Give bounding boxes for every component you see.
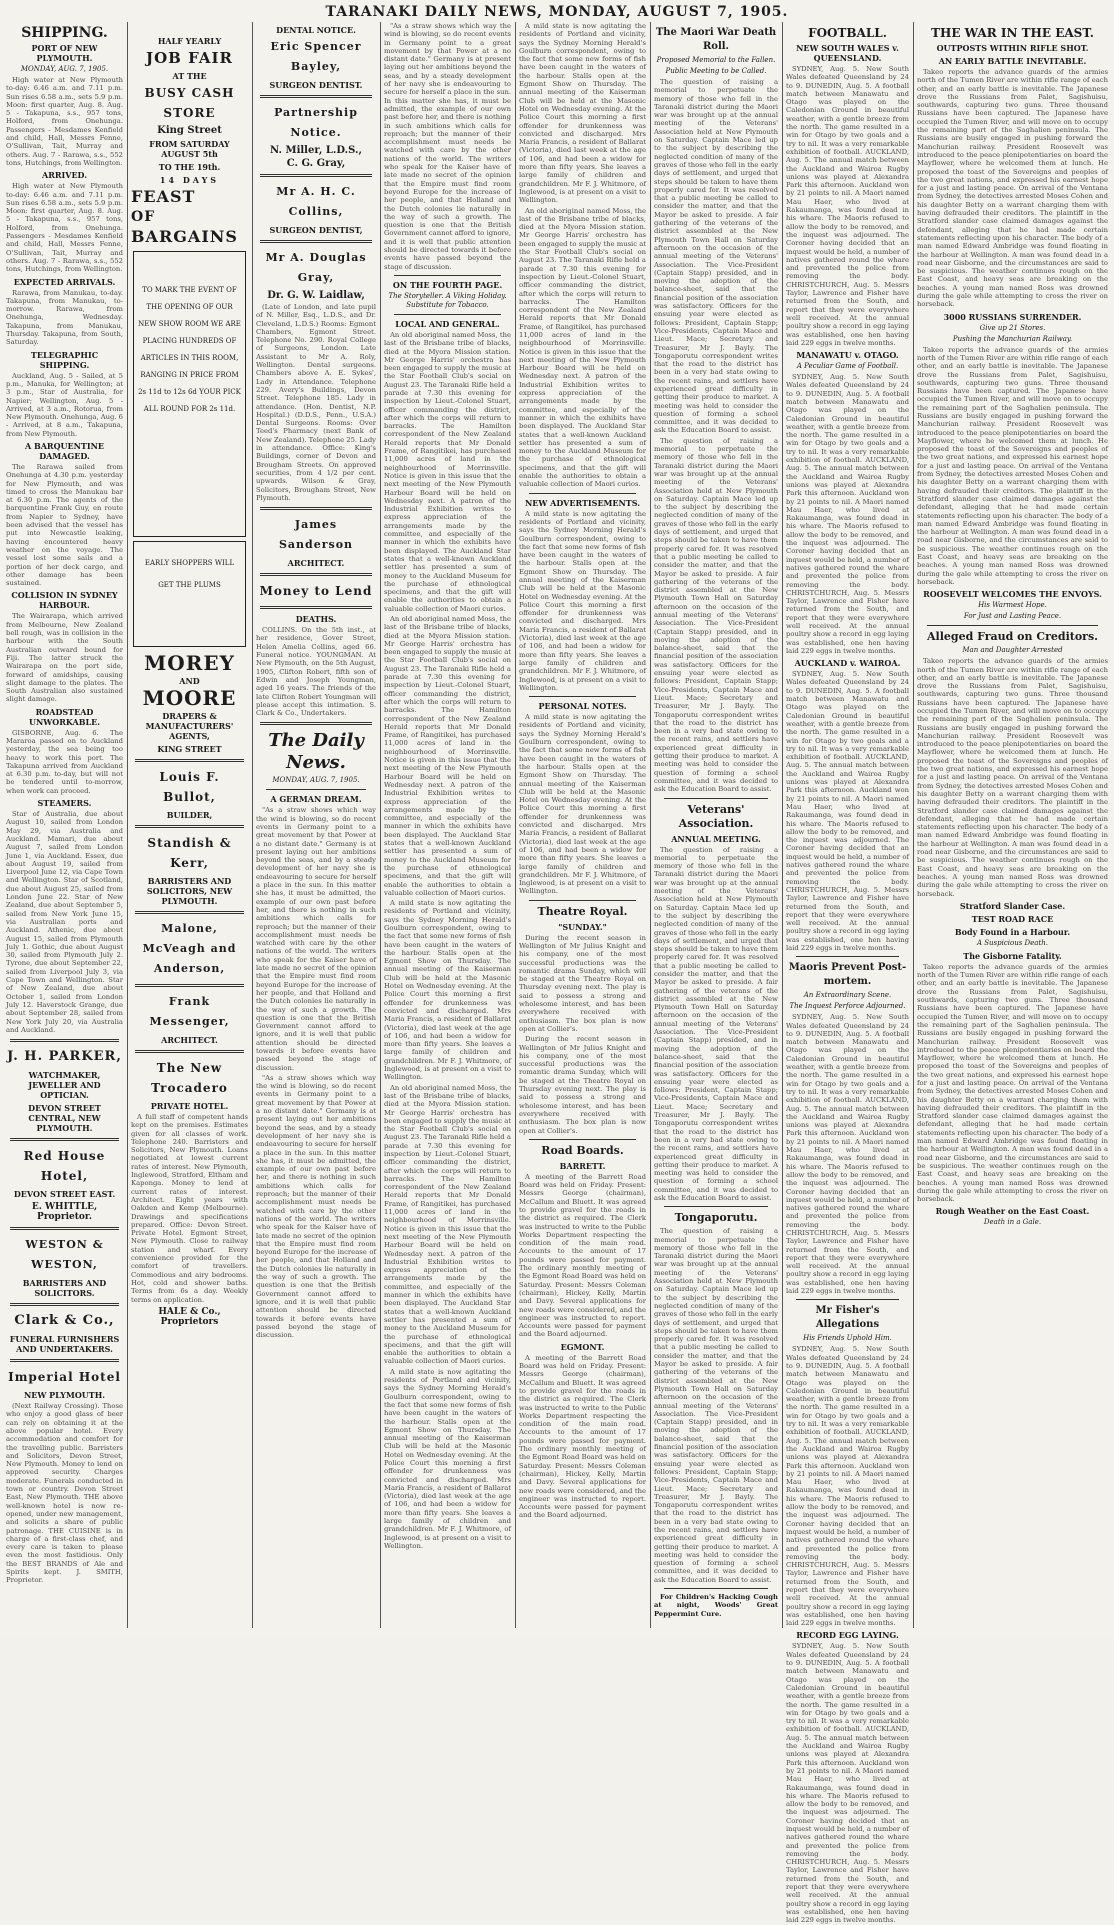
col5-text-cont: An old aboriginal named Moss, the last of the Brisbane tribe of blacks, died at the Myora Mission station. Mr George Harris' orchestra has been engaged to supply the music at the Star Football Club's social on August 23. The Taranaki Rifle held a parade at 7.30 this evening for inspection by Lieut.-Colonel Stuart, officer commanding the district, after which the corps will return to barracks. The Hamilton correspondent of the New Zealand Herald reports that Mr Donald Frame, of Rangitikei, has purchased 11,000 acres of land in the neighbourhood of Morrinsville. Notice is given in this issue that the next meeting of the New Plymouth Harbour Board will be held on Wednesday next. A patron of the Industrial Exhibition writes to express appreciation of the arrangements made by the committee, and especially of the manner in which the exhibits have been displayed. The Auckland Star states that a well-known Auckland settler has presented a sum of money to the Auckland Museum for the purchase of ethnological specimens, and that the gift will enable the authorities to obtain a valuable collection of Maori curios.: [519, 206, 646, 489]
tongaporutu-heading: Tongaporutu.: [674, 1211, 758, 1225]
postmortem-text: SYDNEY, Aug. 5. New South Wales defeated Queensland by 24 to 9. DUNEDIN, Aug. 5. A football match between Manawatu and Otago was played on the Caledonian Ground in beautiful weather, with a gentle breeze from the north. The game resulted in a win for Otago by two goals and a try to nil. It was a very remarkable exhibition of football. AUCKLAND, Aug. 5. The annual match between the Auckland and Wairoa Rugby unions was played at Alexandra Park this afternoon. Auckland won by 21 points to nil. A Maori named Mau Haer, who lived at Rakaumanga, was found dead in his whare. The Maoris refused to allow the body to be removed, and the inquest was adjourned. The Coroner having decided that an inquest would be held, a number of natives gathered round the whare and prevented the police from removing the body. CHRISTCHURCH, Aug. 5. Messrs Taylor, Lawrence and Fisher have returned from the South, and report that they were everywhere well received. At the annual poultry show a record in egg laying was established, one hen having laid 229 eggs in twelve months.: [786, 1013, 909, 1296]
divider: [266, 789, 366, 790]
gisborne-heading: The Gisborne Fatality.: [963, 950, 1062, 961]
bayley-sub: SURGEON DENTIST.: [269, 80, 363, 90]
veterans-sub: ANNUAL MEETING.: [671, 833, 761, 844]
column-rule: [782, 22, 783, 1628]
egmont-text: A meeting of the Barrett Road Board was held on Friday. Present: Messrs George (chairman), McCallum and Bluett. It was agreed to provide gravel for the roads in the district as required. The Clerk was instructed to write to the Public Works Department respecting the condition of the main road. Accounts to the amount of 17 pounds were passed for payment. The ordinary monthly meeting of the Egmont Road Board was held on Saturday. Present: Messrs Coleman (chairman), Hickey, Kelly, Martin and Davy. Several applications for new roads were considered, and the engineer was instructed to report. Accounts were passed for payment and the Board adjourned.: [519, 1353, 646, 1520]
divider: [135, 984, 244, 987]
divider: [260, 573, 372, 576]
column-rule: [380, 22, 381, 1628]
halfyearly-label: HALF YEARLY: [157, 36, 222, 46]
parker-ad-title: J. H. PARKER,: [7, 1049, 122, 1065]
roosevelt-heading: ROOSEVELT WELCOMES THE ENVOYS.: [923, 589, 1102, 600]
bayley-title: Eric Spencer Bayley,: [270, 40, 362, 73]
fourth-page-items: The Storyteller. A Viking Holiday. Substitute for Tobacco.: [388, 291, 507, 309]
divider: [529, 696, 636, 697]
sunday-heading: "SUNDAY.": [558, 921, 607, 932]
collision-text: The Wairarapa, which arrived from Melbourne, New Zealand bell rough, was in collision in the harbour with the South Australian outward bound for Fiji. The latter struck the Wairarapa on the port side, forward of amidships, causing slight damage to the plates. The South Australian also sustained slight damage.: [6, 612, 123, 704]
testroad-heading: TEST ROAD RACE: [971, 913, 1054, 924]
show-room-box: TO MARK THE EVENT OF THE OPENING OF OUR NEW SHOW ROOM WE ARE PLACING HUNDREDS OF ARTICLES IN THIS ROOM, RANGING IN PRICE FROM 2s 11d to 12s 6d YOUR PICK ALL ROUND FOR 2s 11d.: [133, 251, 246, 537]
telegraphic-heading: TELEGRAPHIC SHIPPING.: [30, 349, 99, 370]
messenger-title: Frank Messenger,: [149, 995, 230, 1028]
postmortem-sub: An Extraordinary Scene.: [803, 991, 892, 1000]
divider: [260, 240, 372, 243]
redhouse-ad-title: Red House Hotel,: [23, 1149, 106, 1184]
col5-text: A mild state is now agitating the residents of Portland and vicinity, says the Sydney Morning Herald's Goulburn correspondent, owing to the fact that some new forms of fish have been caught in the waters of the harbour. Stalls open at the Egmont Show on Thursday. The annual meeting of the Kaiserman Club will be held at the Masonic Hotel on Wednesday evening. At the Police Court this morning a first offender for drunkenness was convicted and discharged. Mrs Maria Francis, a resident of Ballarat (Victoria), died last week at the age of 106, and had been a widow for more than fifty years. She leaves a large family of children and grandchildren. Mr F. J. Whitmore, of Inglewood, is at present on a visit to Wellington.: [519, 22, 646, 205]
telegraphic-text: Auckland, Aug. 5 - Sailed, at 5 p.m., Manuka, for Wellington; at 3 p.m., Star of Australia, for Napier; Wellington, Aug. 5 - Arrived, at 3 a.m., Rotorua, from New Plymouth. Onehunga, Aug. 6 - Arrived, at 8 a.m., Takapuna, from New Plymouth.: [6, 371, 123, 438]
fisher-heading: Mr Fisher's Allegations: [815, 1305, 880, 1331]
suspicious-heading: A Suspicious Death.: [976, 938, 1049, 947]
col2-ads-text: A full staff of competent hands kept on the premises. Estimates given for all classes of work. Telephone 240. Barristers and Solicitors, New Plymouth. Loans negotiated at lowest current rates of interest. New Plymouth, Inglewood, Stratford, Eltham and Kaponga. Money to lend at current rates of interest. Architect. Eight years with Oakden and Kemp (Melbourne). Drawings and specifications prepared. Office: Devon Street. Private Hotel. Egmont Street, New Plymouth. Close to railway station and wharf. Every convenience provided for the comfort of travellers. Commodious and airy bedrooms. Hot, cold and shower baths. Terms from 6s a day. Weekly terms on application.: [131, 1113, 248, 1304]
column-rule: [252, 22, 253, 1628]
column-shipping: [6, 22, 123, 1628]
column-rule: [913, 22, 914, 1628]
stratford-heading: Stratford Slander Case.: [959, 900, 1066, 911]
personal-notes-text: A mild state is now agitating the residents of Portland and vicinity, says the Sydney Morning Herald's Goulburn correspondent, owing to the fact that some new forms of fish have been caught in the waters of the harbour. Stalls open at the Egmont Show on Thursday. The annual meeting of the Kaiserman Club will be held at the Masonic Hotel on Wednesday evening. At the Police Court this morning a first offender for drunkenness was convicted and discharged. Mrs Maria Francis, a resident of Ballarat (Victoria), died last week at the age of 106, and had been a widow for more than fifty years. She leaves a large family of children and grandchildren. Mr F. J. Whitmore, of Inglewood, is at present on a visit to Wellington.: [519, 713, 646, 896]
mm-sub: DRAPERS & MANUFACTURERS' AGENTS,: [145, 711, 234, 741]
surrender-heading: 3000 RUSSIANS SURRENDER.: [943, 311, 1082, 322]
king-street: King Street: [157, 125, 222, 136]
column-war: [917, 22, 1108, 1628]
fraud-sub: Man and Daughter Arrested: [962, 646, 1063, 655]
outposts-heading: OUTPOSTS WITHIN RIFLE SHOT.: [936, 43, 1089, 53]
peculiar-game-heading: A Peculiar Game of Football.: [796, 362, 899, 371]
shipping-text: High water at New Plymouth to-day: 6.46 a.m. and 7.11 p.m. Sun rises 6.58 a.m., sets 5.9 p.m. Moon: first quarter, Aug. 8. Aug. 5 - Takapuna, s.s., 957 tons, Holford, from Onehunga. Passengers - Mesdames Kenfield and child, Hall, Messrs Fenne, O'Sullivan, Tait, Murray and others. Aug. 7 - Rarawa, s.s., 552 tons, Hutchings, from Wellington.: [6, 76, 123, 167]
standish-sub: BARRISTERS AND SOLICITORS, NEW PLYMOUTH.: [146, 876, 233, 906]
divider: [394, 314, 501, 315]
divider: [135, 1050, 244, 1053]
divider: [135, 759, 244, 762]
war-text-cont: Takeo reports the advance guards of the armies north of the Tumen River are within rifle range of each other, and an early battle is inevitable. The Japanese drove the Russians from Palet, Sagishuisu, southwards, capturing two guns. Three thousand Russians have been captured. The Japanese have occupied the Tumen River, and will move on to occupy the remaining part of the Saghalien peninsula. The Russians are busily engaged in pushing forward the Manchurian railway. President Roosevelt was introduced to the peace plenipotentiaries on board the Mayflower, where he welcomed them at lunch. He proposed the toast of the Sovereigns and peoples of the two great nations, and expressed his earnest hope for a just and lasting peace. On arrival of the Ventana from Sydney, the detectives arrested Moses Cohen and his daughter Betty on a warrant charging them with having defrauded their creditors. The plaintiff in the Stratford slander case claimed damages against the defendant, alleging that he had made certain statements reflecting upon his character. The body of a man named Edward Ambridge was found floating in the harbour at Wellington. A man was found dead in a road near Gisborne, and the circumstances are said to be suspicious. The weather continues rough on the East Coast, and heavy seas are breaking on the beaches. A young man named Ross was drowned during the gale while attempting to cross the river on horseback.: [917, 345, 1108, 586]
and-label: AND: [179, 676, 200, 686]
miller-name: N. Miller, L.D.S.,: [270, 145, 362, 156]
death-gale-heading: Death in a Gale.: [983, 1218, 1042, 1227]
divider: [529, 900, 636, 901]
hale-proprietors: HALE & Co., Proprietors: [158, 1306, 221, 1327]
barrett-heading: BARRETT.: [559, 1160, 606, 1171]
local-text-cont: An old aboriginal named Moss, the last of the Brisbane tribe of blacks, died at the Myora Mission station. Mr George Harris' orchestra has been engaged to supply the music at the Star Football Club's social on August 23. The Taranaki Rifle held a parade at 7.30 this evening for inspection by Lieut.-Colonel Stuart, officer commanding the district, after which the corps will return to barracks. The Hamilton correspondent of the New Zealand Herald reports that Mr Donald Frame, of Rangitikei, has purchased 11,000 acres of land in the neighbourhood of Morrinsville. Notice is given in this issue that the next meeting of the New Plymouth Harbour Board will be held on Wednesday next. A patron of the Industrial Exhibition writes to express appreciation of the arrangements made by the committee, and especially of the manner in which the exhibits have been displayed. The Auckland Star states that a well-known Auckland settler has presented a sum of money to the Auckland Museum for the purchase of ethnological specimens, and that the gift will enable the authorities to obtain a valuable collection of Maori curios.: [384, 1083, 511, 1366]
postmortem-heading: Maoris Prevent Post-mortem.: [788, 962, 907, 988]
of-label: OF: [131, 209, 156, 225]
port-heading: PORT OF NEW PLYMOUTH.: [31, 43, 98, 63]
german-dream-text-cont: "As a straw shows which way the wind is blowing, so do recent events in Germany point to a great movement by that Power at a no distant date." Germany is at present laying out her ambitions beyond the seas, and by a steady development of her navy she is endeavouring to secure for herself a place in the sun. In this matter she has, it must be admitted, the example of our own past before her, and there is nothing in such ambitions which calls for reproach; but the manner of their accomplishment must needs be watched with care by the other nations of the world. The writers who speak for the Kaiser have of late made no secret of the opinion that the Empire must find room beyond Europe for the increase of her people, and that Holland and the Dutch colonies lie naturally in the way of such a growth. The question is one that the British Government cannot afford to ignore, and it is well that public attention should be directed towards it before events have passed beyond the stage of discussion.: [256, 1073, 376, 1340]
record-egg-text: SYDNEY, Aug. 5. New South Wales defeated Queensland by 24 to 9. DUNEDIN, Aug. 5. A football match between Manawatu and Otago was played on the Caledonian Ground in beautiful weather, with a gentle breeze from the north. The game resulted in a win for Otago by two goals and a try to nil. It was a very remarkable exhibition of football. AUCKLAND, Aug. 5. The annual match between the Auckland and Wairoa Rugby unions was played at Alexandra Park this afternoon. Auckland won by 21 points to nil. A Maori named Mau Haer, who lived at Rakaumanga, was found dead in his whare. The Maoris refused to allow the body to be removed, and the inquest was adjourned. The Coroner having decided that an inquest would be held, a number of natives gathered round the whare and prevented the police from removing the body. CHRISTCHURCH, Aug. 5. Messrs Taylor, Lawrence and Fisher have returned from the South, and report that they were everywhere well received. At the annual poultry show a record in egg laying was established, one hen having laid 229 eggs in twelve months.: [786, 1642, 909, 1925]
nsw-heading: NEW SOUTH WALES v. QUEENSLAND.: [796, 43, 899, 63]
bargains-label: BARGAINS: [131, 227, 238, 246]
divider: [796, 1299, 899, 1300]
maori-war-text: The question of raising a memorial to perpetuate the memory of those who fell in the Taranaki district during the Maori war was brought up at the annual meeting of the Veterans' Association held at New Plymouth on Saturday. Captain Mace led up to the subject by describing the neglected condition of many of the graves of those who fell in the early days of settlement, and urged that steps should be taken to have them properly cared for. It was resolved that a public meeting be called to consider the matter, and that the Mayor be asked to preside. A fair gathering of the veterans of the district assembled at the New Plymouth Town Hall on Saturday afternoon on the occasion of the annual meeting of the Veterans' Association. The Vice-President (Captain Stapp) presided, and in moving the adoption of the balance-sheet, said that the financial position of the association was satisfactory. Officers for the ensuing year were elected as follows: President, Captain Stapp; Vice-Presidents, Captain Mace and Lieut. Mace; Secretary and Treasurer, Mr J. Bayly. The Tongaporutu correspondent writes that the road to the district has been in a very bad state owing to the recent rains, and settlers have experienced great difficulty in getting their produce to market. A meeting was held to consider the question of forming a school committee, and it was decided to ask the Education Board to assist.: [654, 78, 778, 435]
expected-text: Rarawa, from Manukau, to-day. Takapuna, from Manukau, to-morrow. Rarawa, from Onehunga, Wednesday. Takapuna, from Manukau, Thursday. Takapuna, from South, Saturday.: [6, 288, 123, 347]
german-dream-text: "As a straw shows which way the wind is blowing, so do recent events in Germany point to a great movement by that Power at a no distant date." Germany is at present laying out her ambitions beyond the seas, and by a steady development of her navy she is endeavouring to secure for herself a place in the sun. In this matter she has, it must be admitted, the example of our own past before her, and there is nothing in such ambitions which calls for reproach; but the manner of their accomplishment must needs be watched with care by the other nations of the world. The writers who speak for the Kaiser have of late made no secret of the opinion that the Empire must find room beyond Europe for the increase of her people, and that Holland and the Dutch colonies lie naturally in the way of such a growth. The question is one that the British Government cannot afford to ignore, and it is well that public attention should be directed towards it before events have passed beyond the stage of discussion.: [256, 806, 376, 1072]
arrived-text: High water at New Plymouth to-day: 6.46 a.m. and 7.11 p.m. Sun rises 6.58 a.m., sets 5.9 p.m. Moon: first quarter, Aug. 8. Aug. 5 - Takapuna, s.s., 957 tons, Holford, from Onehunga. Passengers - Mesdames Kenfield and child, Hall, Messrs Fenne, O'Sullivan, Tait, Murray and others. Aug. 7 - Rarawa, s.s., 552 tons, Hutchings, from Wellington.: [6, 182, 123, 274]
daily-news-date: MONDAY, AUG. 7, 1905.: [272, 776, 360, 785]
war-heading: THE WAR IN THE EAST.: [931, 26, 1094, 40]
column-maori-war: [654, 22, 778, 1628]
column-football: [786, 22, 909, 1925]
trocadero-sub: PRIVATE HOTEL.: [150, 1101, 229, 1111]
column-rule: [515, 22, 516, 1628]
mm-address: KING STREET: [157, 744, 222, 754]
deaths-heading: DEATHS.: [295, 614, 337, 625]
column-jobfair: [131, 22, 248, 1628]
divider: [10, 1039, 119, 1042]
imperial-ad-sub: NEW PLYMOUTH.: [23, 1390, 106, 1401]
maori-war-heading: The Maori War Death Roll.: [655, 27, 777, 52]
sanderson-sub: ARCHITECT.: [287, 558, 345, 569]
local-general-heading: LOCAL AND GENERAL.: [395, 318, 500, 329]
roadstead-text: GISBORNE, Aug. 6. The Mararoa passed on to Auckland yesterday, the sea being too heavy to work this port. The Takapuna arrived from Auckland at 6.30 p.m. to-day, but will not be tendered until to-morrow, when work can proceed.: [6, 728, 123, 795]
divider: [135, 825, 244, 828]
shipping-heading: SHIPPING.: [21, 25, 108, 41]
at-the: AT THE: [172, 71, 207, 81]
sanderson-title: James Sanderson: [278, 518, 354, 552]
fisher-sub: His Friends Uphold Him.: [803, 1334, 892, 1343]
fourth-page-heading: ON THE FOURTH PAGE.: [392, 279, 503, 290]
gisborne-text: Takeo reports the advance guards of the armies north of the Tumen River are within rifle range of each other, and an early battle is inevitable. The Japanese drove the Russians from Palet, Sagishuisu, southwards, capturing two guns. Three thousand Russians have been captured. The Japanese have occupied the Tumen River, and will move on to occupy the remaining part of the Saghalien peninsula. The Russians are busily engaged in pushing forward the Manchurian railway. President Roosevelt was introduced to the peace plenipotentiaries on board the Mayflower, where he welcomed them at lunch. He proposed the toast of the Sovereigns and peoples of the two great nations, and expressed his earnest hope for a just and lasting peace. On arrival of the Ventana from Sydney, the detectives arrested Moses Cohen and his daughter Betty on a warrant charging them with having defrauded their creditors. The plaintiff in the Stratford slander case claimed damages against the defendant, alleging that he had made certain statements reflecting upon his character. The body of a man named Edward Ambridge was found floating in the harbour at Wellington. A man was found dead in a road near Gisborne, and the circumstances are said to be suspicious. The weather continues rough on the East Coast, and heavy seas are breaking on the beaches. A young man named Ross was drowned during the gale while attempting to cross the river on horseback.: [917, 962, 1108, 1204]
dental-text: (Late of London, and late pupil of N. Miller, Esq., L.D.S., and Dr. Cleveland, L.D.S.) Rooms: Egmont Chambers, Egmont Street. Telephone No. 290. Royal College of Surgeons, London. Late Assistant to Mr A. Roly, Wellington. Dental surgeons. Chambers above A. E. Sykes', Lady in Attendance. Telephone 229. Avery's Buildings, Devon Street. Telephone 185. Lady in attendance. (Hon. Dentist, N.P. Hospital.) (D.D.S., Penn., U.S.A.) Dental Surgeons. Rooms: Over Teed's Pharmacy (next Bank of New Zealand). Telephone 25. Lady in attendance. Office: King's Buildings, corner of Devon and Brougham Streets. On approved securities, from 4 1/2 per cent. upwards. Wilson & Gray, Solicitors, Brougham Street, New Plymouth.: [256, 303, 377, 502]
warmest-heading: His Warmest Hope.: [978, 601, 1047, 610]
auckland-heading: AUCKLAND v. WAIROA.: [794, 658, 901, 669]
divider: [10, 1303, 119, 1306]
bullot-title: Louis F. Bullot,: [159, 770, 220, 804]
ads-text: (Next Railway Crossing). Those who enjoy a good glass of beer can rely on obtaining it at the above popular hotel. Every accommodation and comfort for the travelling public. Barristers and Solicitors, Devon Street, New Plymouth. Money to lend on approved security. Charges moderate. Funerals conducted in town or country. Devon Street East, New Plymouth. THE above well-known hotel is now re-opened, under new management, and solicits a share of public patronage. THE CUISINE is in charge of a first-class chef, and every care is taken to please even the most fastidious. Only the BEST BRANDS of Ale and Spirits kept. J. SMITH, Proprietor.: [6, 1402, 123, 1585]
collins-sub: SURGEON DENTIST,: [269, 225, 363, 235]
manawatu-text: SYDNEY, Aug. 5. New South Wales defeated Queensland by 24 to 9. DUNEDIN, Aug. 5. A football match between Manawatu and Otago was played on the Caledonian Ground in beautiful weather, with a gentle breeze from the north. The game resulted in a win for Otago by two goals and a try to nil. It was a very remarkable exhibition of football. AUCKLAND, Aug. 5. The annual match between the Auckland and Wairoa Rugby unions was played at Alexandra Park this afternoon. Auckland won by 21 points to nil. A Maori named Mau Haer, who lived at Rakaumanga, was found dead in his whare. The Maoris refused to allow the body to be removed, and the inquest was adjourned. The Coroner having decided that an inquest would be held, a number of natives gathered round the whare and prevented the police from removing the body. CHRISTCHURCH, Aug. 5. Messrs Taylor, Lawrence and Fisher have returned from the South, and report that they were everywhere well received. At the annual poultry show a record in egg laying was established, one hen having laid 229 eggs in twelve months.: [786, 373, 909, 655]
douglas-title: Mr A. Douglas Gray,: [265, 251, 367, 284]
shipping-date: MONDAY, AUG. 7, 1905.: [20, 65, 109, 73]
morey-title: MOREY: [144, 651, 235, 675]
clark-ad-title: Clark & Co.,: [14, 1313, 115, 1329]
justpeace-heading: For Just and Lasting Peace.: [963, 612, 1062, 621]
busy-cash-store: BUSY CASH STORE: [144, 86, 235, 120]
malone-title: Malone, McVeagh and Anderson,: [142, 922, 237, 975]
theatre-text-cont: During the recent season in Wellington of Mr Julius Knight and his company, one of the most successful productions was the romantic drama Sunday, which will be staged at the Theatre Royal on Thursday evening next. The play is said to possess a strong and wholesome interest, and has been everywhere received with enthusiasm. The box plan is now open at Collier's.: [519, 1035, 646, 1135]
veterans-text: The question of raising a memorial to perpetuate the memory of those who fell in the Taranaki district during the Maori war was brought up at the annual meeting of the Veterans' Association held at New Plymouth on Saturday. Captain Mace led up to the subject by describing the neglected condition of many of the graves of those who fell in the early days of settlement, and urged that steps should be taken to have them properly cared for. It was resolved that a public meeting be called to consider the matter, and that the Mayor be asked to preside. A fair gathering of the veterans of the district assembled at the New Plymouth Town Hall on Saturday afternoon on the occasion of the annual meeting of the Veterans' Association. The Vice-President (Captain Stapp) presided, and in moving the adoption of the balance-sheet, said that the financial position of the association was satisfactory. Officers for the ensuing year were elected as follows: President, Captain Stapp; Vice-Presidents, Captain Mace and Lieut. Mace; Secretary and Treasurer, Mr J. Bayly. The Tongaporutu correspondent writes that the road to the district has been in a very bad state owing to the recent rains, and settlers have experienced great difficulty in getting their produce to market. A meeting was held to consider the question of forming a school committee, and it was decided to ask the Education Board to assist.: [654, 845, 778, 1202]
to-date: TO THE 19th.: [158, 162, 221, 172]
football-heading: FOOTBALL.: [808, 26, 887, 40]
theatre-text: During the recent season in Wellington of Mr Julius Knight and his company, one of the most successful productions was the romantic drama Sunday, which will be staged at the Theatre Royal on Thursday evening next. The play is said to possess a strong and wholesome interest, and has been everywhere received with enthusiasm. The box plan is now open at Collier's.: [519, 933, 646, 1033]
clark-ad-sub: FUNERAL FURNISHERS AND UNDERTAKERS.: [9, 1334, 120, 1355]
local-text-cont: A mild state is now agitating the residents of Portland and vicinity, says the Sydney Morning Herald's Goulburn correspondent, owing to the fact that some new forms of fish have been caught in the waters of the harbour. Stalls open at the Egmont Show on Thursday. The annual meeting of the Kaiserman Club will be held at the Masonic Hotel on Wednesday evening. At the Police Court this morning a first offender for drunkenness was convicted and discharged. Mrs Maria Francis, a resident of Ballarat (Victoria), died last week at the age of 106, and had been a widow for more than fifty years. She leaves a large family of children and grandchildren. Mr F. J. Whitmore, of Inglewood, is at present on a visit to Wellington.: [384, 899, 511, 1082]
fraud-heading: Alleged Fraud on Creditors.: [927, 630, 1098, 644]
money-title: Money to Lend: [259, 584, 373, 599]
divider: [394, 275, 501, 276]
german-dream-heading: A GERMAN DREAM.: [270, 794, 362, 805]
record-egg-heading: RECORD EGG LAYING.: [796, 1630, 899, 1641]
manawatu-heading: MANAWATU v. OTAGO.: [796, 350, 899, 361]
divider: [260, 507, 372, 510]
whittle-proprietor: E. WHITTLE, Proprietor.: [31, 1202, 98, 1223]
divider: [664, 1206, 768, 1207]
local-text: An old aboriginal named Moss, the last of the Brisbane tribe of blacks, died at the Myora Mission station. Mr George Harris' orchestra has been engaged to supply the music at the Star Football Club's social on August 23. The Taranaki Rifle held a parade at 7.30 this evening for inspection by Lieut.-Colonel Stuart, officer commanding the district, after which the corps will return to barracks. The Hamilton correspondent of the New Zealand Herald reports that Mr Donald Frame, of Rangitikei, has purchased 11,000 acres of land in the neighbourhood of Morrinsville. Notice is given in this issue that the next meeting of the New Plymouth Harbour Board will be held on Wednesday next. A patron of the Industrial Exhibition writes to express appreciation of the arrangements made by the committee, and especially of the manner in which the exhibits have been displayed. The Auckland Star states that a well-known Auckland settler has presented a sum of money to the Auckland Museum for the purchase of ethnological specimens, and that the gift will enable the authorities to obtain a valuable collection of Maori curios.: [384, 330, 511, 613]
divider: [927, 625, 1098, 626]
dream-continued: "As a straw shows which way the wind is blowing, so do recent events in Germany point to a great movement by that Power at a no distant date." Germany is at present laying out her ambitions beyond the seas, and by a steady development of her navy she is endeavouring to secure for herself a place in the sun. In this matter she has, it must be admitted, the example of our own past before her, and there is nothing in such ambitions which calls for reproach; but the manner of their accomplishment must needs be watched with care by the other nations of the world. The writers who speak for the Kaiser have of late made no secret of the opinion that the Empire must find room beyond Europe for the increase of her people, and that Holland and the Dutch colonies lie naturally in the way of such a growth. The question is one that the British Government cannot afford to ignore, and it is well that public attention should be directed towards it before events have passed beyond the stage of discussion.: [384, 22, 511, 271]
football-text: SYDNEY, Aug. 5. New South Wales defeated Queensland by 24 to 9. DUNEDIN, Aug. 5. A football match between Manawatu and Otago was played on the Caledonian Ground in beautiful weather, with a gentle breeze from the north. The game resulted in a win for Otago by two goals and a try to nil. It was a very remarkable exhibition of football. AUCKLAND, Aug. 5. The annual match between the Auckland and Wairoa Rugby unions was played at Alexandra Park this afternoon. Auckland won by 21 points to nil. A Maori named Mau Haer, who lived at Rakaumanga, was found dead in his whare. The Maoris refused to allow the body to be removed, and the inquest was adjourned. The Coroner having decided that an inquest would be held, a number of natives gathered round the whare and prevented the police from removing the body. CHRISTCHURCH, Aug. 5. Messrs Taylor, Lawrence and Fisher have returned from the South, and report that they were everywhere well received. At the annual poultry show a record in egg laying was established, one hen having laid 229 eggs in twelve months.: [786, 65, 909, 347]
collins-title: Mr A. H. C. Collins,: [276, 185, 356, 218]
column-notes: [519, 22, 646, 1628]
daily-news-title: The Daily News.: [268, 730, 364, 774]
masthead: TARANAKI DAILY NEWS, MONDAY, AUGUST 7, 1905.: [325, 4, 789, 20]
divider: [529, 1139, 636, 1140]
divider: [135, 911, 244, 914]
column-local: [384, 22, 511, 1628]
moore-title: MOORE: [142, 686, 237, 710]
parker-ad-address: DEVON STREET CENTRAL, NEW PLYMOUTH.: [28, 1103, 101, 1134]
local-text-cont: An old aboriginal named Moss, the last of the Brisbane tribe of blacks, died at the Myora Mission station. Mr George Harris' orchestra has been engaged to supply the music at the Star Football Club's social on August 23. The Taranaki Rifle held a parade at 7.30 this evening for inspection by Lieut.-Colonel Stuart, officer commanding the district, after which the corps will return to barracks. The Hamilton correspondent of the New Zealand Herald reports that Mr Donald Frame, of Rangitikei, has purchased 11,000 acres of land in the neighbourhood of Morrinsville. Notice is given in this issue that the next meeting of the New Plymouth Harbour Board will be held on Wednesday next. A patron of the Industrial Exhibition writes to express appreciation of the arrangements made by the committee, and especially of the manner in which the exhibits have been displayed. The Auckland Star states that a well-known Auckland settler has presented a sum of money to the Auckland Museum for the purchase of ethnological specimens, and that the gift will enable the authorities to obtain a valuable collection of Maori curios.: [384, 615, 511, 897]
redhouse-ad-sub: DEVON STREET EAST.: [13, 1189, 116, 1200]
fraud-text: Takeo reports the advance guards of the armies north of the Tumen River are within rifle range of each other, and an early battle is inevitable. The Japanese drove the Russians from Palet, Sagishuisu, southwards, capturing two guns. Three thousand Russians have been captured. The Japanese have occupied the Tumen River, and will move on to occupy the remaining part of the Saghalien peninsula. The Russians are busily engaged in pushing forward the Manchurian railway. President Roosevelt was introduced to the peace plenipotentiaries on board the Mayflower, where he welcomed them at lunch. He proposed the toast of the Sovereigns and peoples of the two great nations, and expressed his earnest hope for a just and lasting peace. On arrival of the Ventana from Sydney, the detectives arrested Moses Cohen and his daughter Betty on a warrant charging them with having defrauded their creditors. The plaintiff in the Stratford slander case claimed damages against the defendant, alleging that he had made certain statements reflecting upon his character. The body of a man named Edward Ambridge was found floating in the harbour at Wellington. A man was found dead in a road near Gisborne, and the circumstances are said to be suspicious. The weather continues rough on the East Coast, and heavy seas are breaking on the beaches. A young man named Ross was drowned during the gale while attempting to cross the river on horseback.: [917, 657, 1108, 898]
feast-label: FEAST: [131, 187, 196, 206]
personal-notes-heading: PERSONAL NOTES.: [538, 701, 627, 712]
battle-heading: AN EARLY BATTLE INEVITABLE.: [938, 56, 1087, 66]
tongaporutu-text: The question of raising a memorial to perpetuate the memory of those who fell in the Taranaki district during the Maori war was brought up at the annual meeting of the Veterans' Association held at New Plymouth on Saturday. Captain Mace led up to the subject by describing the neglected condition of many of the graves of those who fell in the early days of settlement, and urged that steps should be taken to have them properly cared for. It was resolved that a public meeting be called to consider the matter, and that the Mayor be asked to preside. A fair gathering of the veterans of the district assembled at the New Plymouth Town Hall on Saturday afternoon on the occasion of the annual meeting of the Veterans' Association. The Vice-President (Captain Stapp) presided, and in moving the adoption of the balance-sheet, said that the financial position of the association was satisfactory. Officers for the ensuing year were elected as follows: President, Captain Stapp; Vice-Presidents, Captain Mace and Lieut. Mace; Secretary and Treasurer, Mr J. Bayly. The Tongaporutu correspondent writes that the road to the district has been in a very bad state owing to the recent rains, and settlers have experienced great difficulty in getting their produce to market. A meeting was held to consider the question of forming a school committee, and it was decided to ask the Education Board to assist.: [654, 1227, 778, 1584]
divider: [664, 798, 768, 799]
barquentine-heading: A BARQUENTINE DAMAGED.: [24, 440, 105, 461]
maori-war-text-cont: The question of raising a memorial to perpetuate the memory of those who fell in the Taranaki district during the Maori war was brought up at the annual meeting of the Veterans' Association held at New Plymouth on Saturday. Captain Mace led up to the subject by describing the neglected condition of many of the graves of those who fell in the early days of settlement, and urged that steps should be taken to have them properly cared for. It was resolved that a public meeting be called to consider the matter, and that the Mayor be asked to preside. A fair gathering of the veterans of the district assembled at the New Plymouth Town Hall on Saturday afternoon on the occasion of the annual meeting of the Veterans' Association. The Vice-President (Captain Stapp) presided, and in moving the adoption of the balance-sheet, said that the financial position of the association was satisfactory. Officers for the ensuing year were elected as follows: President, Captain Stapp; Vice-Presidents, Captain Mace and Lieut. Mace; Secretary and Treasurer, Mr J. Bayly. The Tongaporutu correspondent writes that the road to the district has been in a very bad state owing to the recent rains, and settlers have experienced great difficulty in getting their produce to market. A meeting was held to consider the question of forming a school committee, and it was decided to ask the Education Board to assist.: [654, 436, 778, 794]
deaths-text: COLLINS. On the 5th inst., at her residence, Gover Street, Helen Amelia Collins, aged 66. Funeral notice. YOUNGMAN. At New Plymouth, on the 5th August, 1905, Clifton Robert, fifth son of Edwin and Joseph Youngman, aged 16 years. The friends of the late Clifton Robert Youngman will please accept this intimation. S. Clark & Co., Undertakers.: [256, 626, 376, 718]
early-shoppers-box: EARLY SHOPPERS WILL GET THE PLUMS: [133, 541, 246, 647]
laidlaw-name: Dr. G. W. Laidlaw,: [267, 290, 365, 301]
war-text: Takeo reports the advance guards of the armies north of the Tumen River are within rifle range of each other, and an early battle is inevitable. The Japanese drove the Russians from Palet, Sagishuisu, southwards, capturing two guns. Three thousand Russians have been captured. The Japanese have occupied the Tumen River, and will move on to occupy the remaining part of the Saghalien peninsula. The Russians are busily engaged in pushing forward the Manchurian railway. President Roosevelt was introduced to the peace plenipotentiaries on board the Mayflower, where he welcomed them at lunch. He proposed the toast of the Sovereigns and peoples of the two great nations, and expressed his earnest hope for a just and lasting peace. On arrival of the Ventana from Sydney, the detectives arrested Moses Cohen and his daughter Betty on a warrant charging them with having defrauded their creditors. The plaintiff in the Stratford slander case claimed damages against the defendant, alleging that he had made certain statements reflecting upon his character. The body of a man named Edward Ambridge was found floating in the harbour at Wellington. A man was found dead in a road near Gisborne, and the circumstances are said to be suspicious. The weather continues rough on the East Coast, and heavy seas are breaking on the beaches. A young man named Ross was drowned during the gale while attempting to cross the river on horseback.: [917, 68, 1108, 309]
from-date: FROM SATURDAY AUGUST 5th: [149, 139, 230, 159]
steamers-heading: STEAMERS.: [37, 798, 92, 809]
messenger-sub: ARCHITECT.: [161, 1035, 218, 1045]
parker-ad-sub: WATCHMAKER, JEWELLER AND OPTICIAN.: [28, 1070, 101, 1101]
barquentine-text: The Rarawa sailed from Onehunga at 4.30 p.m. yesterday for New Plymouth, and was timed to cross the Manukau bar at 6.30 p.m. The agents of the barquentine Frank Guy, en route from Napier to Sydney, have been advised that the vessel has put into Newcastle leaking, having encountered heavy weather on the voyage. The vessel lost some sails and a portion of her deck cargo, and other damage has been sustained.: [6, 462, 123, 588]
inquest-sub: The Inquest Perforce Adjourned.: [789, 1002, 906, 1011]
new-advts-text: A mild state is now agitating the residents of Portland and vicinity, says the Sydney Morning Herald's Goulburn correspondent, owing to the fact that some new forms of fish have been caught in the waters of the harbour. Stalls open at the Egmont Show on Thursday. The annual meeting of the Kaiserman Club will be held at the Masonic Hotel on Wednesday evening. At the Police Court this morning a first offender for drunkenness was convicted and discharged. Mrs Maria Francis, a resident of Ballarat (Victoria), died last week at the age of 106, and had been a widow for more than fifty years. She leaves a large family of children and grandchildren. Mr F. J. Whitmore, of Inglewood, is at present on a visit to Wellington.: [519, 509, 646, 692]
expected-heading: EXPECTED ARRIVALS.: [13, 276, 116, 287]
body-harbour-heading: Body Found in a Harbour.: [954, 926, 1071, 937]
imperial-ad-title: Imperial Hotel: [8, 1370, 121, 1385]
jobfair-title: JOB FAIR: [146, 49, 233, 67]
rough-weather-heading: Rough Weather on the East Coast.: [935, 1206, 1090, 1217]
local-text-cont: A mild state is now agitating the residents of Portland and vicinity, says the Sydney Morning Herald's Goulburn correspondent, owing to the fact that some new forms of fish have been caught in the waters of the harbour. Stalls open at the Egmont Show on Thursday. The annual meeting of the Kaiserman Club will be held at the Masonic Hotel on Wednesday evening. At the Police Court this morning a first offender for drunkenness was convicted and discharged. Mrs Maria Francis, a resident of Ballarat (Victoria), died last week at the age of 106, and had been a widow for more than fifty years. She leaves a large family of children and grandchildren. Mr F. J. Whitmore, of Inglewood, is at present on a visit to Wellington.: [384, 1367, 511, 1550]
divider: [260, 722, 372, 725]
dental-notice: DENTAL NOTICE.: [276, 25, 356, 35]
divider: [10, 1359, 119, 1362]
trocadero-title: The New Trocadero: [151, 1061, 228, 1095]
divider: [10, 1227, 119, 1230]
divider: [796, 956, 899, 957]
maori-war-sub2: Public Meeting to be Called.: [665, 67, 767, 75]
collision-heading: COLLISION IN SYDNEY HARBOUR.: [11, 590, 118, 611]
egmont-heading: EGMONT.: [560, 1341, 605, 1352]
pushing-heading: Pushing the Manchurian Railway.: [952, 334, 1073, 343]
divider: [529, 493, 636, 494]
new-advts-heading: NEW ADVERTISEMENTS.: [524, 497, 641, 508]
column-professional: [256, 22, 376, 1628]
road-boards-heading: Road Boards.: [541, 1143, 624, 1157]
maori-war-sub: Proposed Memorial to the Fallen.: [656, 56, 776, 64]
theatre-royal-heading: Theatre Royal.: [537, 904, 628, 918]
column-rule: [127, 22, 128, 1628]
divider: [10, 1138, 119, 1141]
weston-ad-sub: BARRISTERS AND SOLICITORS.: [22, 1278, 107, 1299]
arrived-heading: ARRIVED.: [42, 170, 87, 181]
roadstead-heading: ROADSTEAD UNWORKABLE.: [29, 706, 100, 727]
bullot-sub: BUILDER,: [166, 810, 213, 820]
weston-ad-title: WESTON & WESTON,: [25, 1238, 104, 1272]
divider: [664, 1588, 768, 1589]
cough-cure-ad: For Children's Hacking Cough at night, Woods' Great Peppermint Cure.: [654, 1593, 778, 1618]
column-rule: [650, 22, 651, 1628]
partnership-title: Partnership Notice.: [274, 106, 358, 139]
road-boards-text: A meeting of the Barrett Road Board was held on Friday. Present: Messrs George (chairman), McCallum and Bluett. It was agreed to provide gravel for the roads in the district as required. The Clerk was instructed to write to the Public Works Department respecting the condition of the main road. Accounts to the amount of 17 pounds were passed for payment. The ordinary monthly meeting of the Egmont Road Board was held on Saturday. Present: Messrs Coleman (chairman), Hickey, Kelly, Martin and Davy. Several applications for new roads were considered, and the engineer was instructed to report. Accounts were passed for payment and the Board adjourned.: [519, 1172, 646, 1339]
divider: [260, 606, 372, 609]
gray-name: C. G. Gray,: [286, 158, 346, 169]
fisher-text: SYDNEY, Aug. 5. New South Wales defeated Queensland by 24 to 9. DUNEDIN, Aug. 5. A football match between Manawatu and Otago was played on the Caledonian Ground in beautiful weather, with a gentle breeze from the north. The game resulted in a win for Otago by two goals and a try to nil. It was a very remarkable exhibition of football. AUCKLAND, Aug. 5. The annual match between the Auckland and Wairoa Rugby unions was played at Alexandra Park this afternoon. Auckland won by 21 points to nil. A Maori named Mau Haer, who lived at Rakaumanga, was found dead in his whare. The Maoris refused to allow the body to be removed, and the inquest was adjourned. The Coroner having decided that an inquest would be held, a number of natives gathered round the whare and prevented the police from removing the body. CHRISTCHURCH, Aug. 5. Messrs Taylor, Lawrence and Fisher have returned from the South, and report that they were everywhere well received. At the annual poultry show a record in egg laying was established, one hen having laid 229 eggs in twelve months.: [786, 1345, 909, 1628]
steamers-text: Star of Australia, due about August 10, sailed from London May 29, via Australia and Auckland. Mamari, due about August 7, sailed from London June 1, via Auckland. Essex, due about August 19, sailed from Liverpool June 12, via Cape Town and Wellington. Star of Scotland, due about August 25, sailed from London June 22. Star of New Zealand, due about September 5, sailed from New York June 15, via Australian ports and Auckland. Athenic, due about August 15, sailed from Plymouth July 1. Gothic, due about August 30, sailed from Plymouth July 2. Tyrone, due about September 22, sailed from Liverpool July 3, via Cape Town and Wellington. Star of New Zealand, due about October 1, sailed from London July 12. Haverstock Grange, due about September 28, sailed from New York July 20, via Australia and Auckland.: [6, 810, 123, 1034]
standish-title: Standish & Kerr,: [147, 836, 232, 870]
veterans-heading: Veterans' Association.: [678, 802, 754, 830]
giveup-heading: Give up 21 Stores.: [979, 323, 1046, 332]
auckland-text: SYDNEY, Aug. 5. New South Wales defeated Queensland by 24 to 9. DUNEDIN, Aug. 5. A football match between Manawatu and Otago was played on the Caledonian Ground in beautiful weather, with a gentle breeze from the north. The game resulted in a win for Otago by two goals and a try to nil. It was a very remarkable exhibition of football. AUCKLAND, Aug. 5. The annual match between the Auckland and Wairoa Rugby unions was played at Alexandra Park this afternoon. Auckland won by 21 points to nil. A Maori named Mau Haer, who lived at Rakaumanga, was found dead in his whare. The Maoris refused to allow the body to be removed, and the inquest was adjourned. The Coroner having decided that an inquest would be held, a number of natives gathered round the whare and prevented the police from removing the body. CHRISTCHURCH, Aug. 5. Messrs Taylor, Lawrence and Fisher have returned from the South, and report that they were everywhere well received. At the annual poultry show a record in egg laying was established, one hen having laid 229 eggs in twelve months.: [786, 670, 909, 952]
divider: [260, 95, 372, 98]
days-label: 14 DAYS: [159, 175, 220, 185]
divider: [260, 174, 372, 177]
